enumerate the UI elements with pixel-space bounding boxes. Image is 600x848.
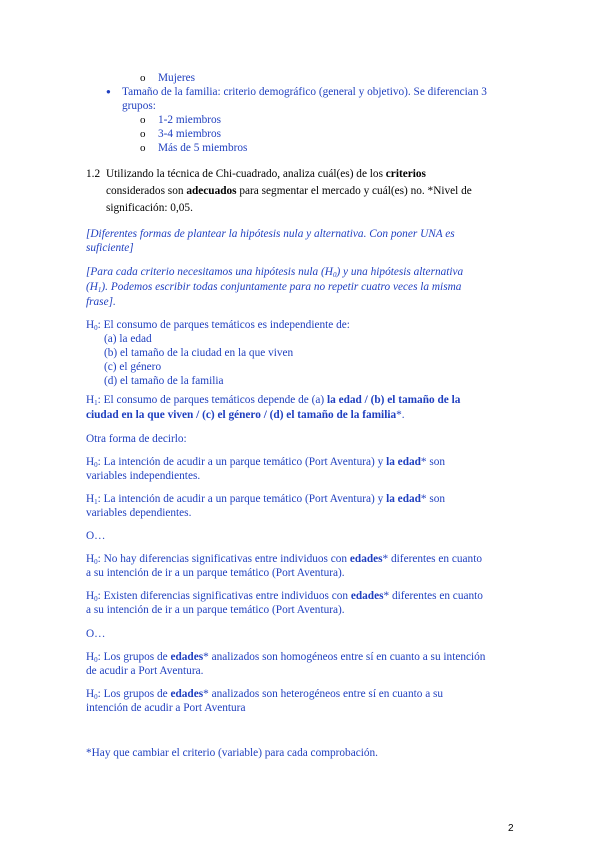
h1-line1: $H_1$: El consumo de parques temáticos depende de (a) la edad / (b) el tamaño de la — [86, 394, 461, 407]
h0-item-b: (b) el tamaño de la ciudad en la que viven — [104, 347, 294, 359]
footnote: *Hay que cambiar el criterio (variable) para cada comprobación. — [86, 747, 378, 759]
sub-item-3: Más de 5 miembros — [158, 142, 248, 154]
pair2-h0-line2: a su intención de ir a un parque temático (Port Aventura). — [86, 567, 345, 579]
note2-line3: frase]. — [86, 296, 116, 308]
sub-bullet-marker: o — [140, 114, 146, 126]
question-line2: considerados son adecuados para segmentar el mercado y cuál(es) no. *Nivel de — [106, 185, 472, 197]
o-separator-2: O… — [86, 628, 106, 640]
pair3-h1-line2: intención de acudir a Port Aventura — [86, 702, 246, 714]
h0-item-c: (c) el género — [104, 361, 162, 373]
pair2-h0-line1: $H_0$: No hay diferencias significativas entre individuos con edades* diferentes en cuanto — [86, 553, 482, 566]
o-separator-1: O… — [86, 530, 106, 542]
h0-heading: $H_0$: El consumo de parques temáticos es independiente de: — [86, 319, 350, 332]
pair3-h0-line2: de acudir a Port Aventura. — [86, 665, 204, 677]
question-line1: Utilizando la técnica de Chi-cuadrado, analiza cuál(es) de los criterios — [106, 168, 426, 180]
h0-item-a: (a) la edad — [104, 333, 152, 345]
pair1-h1-line2: variables dependientes. — [86, 507, 192, 519]
pair2-h1-line2: a su intención de ir a un parque temático (Port Aventura). — [86, 604, 345, 616]
bullet-marker: ● — [106, 87, 111, 96]
list-item-familia-line1: Tamaño de la familia: criterio demográfico (general y objetivo). Se diferencian 3 — [122, 86, 487, 98]
sub-bullet-marker: o — [140, 142, 146, 154]
sub-item-2: 3-4 miembros — [158, 128, 222, 140]
pair1-h1-line1: $H_1$: La intención de acudir a un parque temático (Port Aventura) y la edad* son — [86, 493, 446, 506]
pair1-h0-line2: variables independientes. — [86, 470, 201, 482]
note2-line1: [Para cada criterio necesitamos una hipótesis nula $(H_0)$ y una hipótesis alternativa — [86, 266, 464, 279]
sub-bullet-marker: o — [140, 128, 146, 140]
otra-forma-label: Otra forma de decirlo: — [86, 433, 187, 445]
pair3-h0-line1: $H_0$: Los grupos de edades* analizados son homogéneos entre sí en cuanto a su intención — [86, 651, 486, 664]
list-item-familia-line2: grupos: — [122, 100, 156, 112]
h1-line2: ciudad en la que viven / (c) el género / (d) el tamaño de la familia*. — [86, 409, 405, 421]
pair3-h1-line1: $H_0$: Los grupos de edades* analizados son heterogéneos entre sí en cuanto a su — [86, 688, 444, 701]
question-number: 1.2 — [86, 168, 101, 180]
page-number: 2 — [508, 823, 514, 834]
sub-bullet-marker: o — [140, 72, 146, 84]
pair1-h0-line1: $H_0$: La intención de acudir a un parque temático (Port Aventura) y la edad* son — [86, 456, 446, 469]
h0-item-d: (d) el tamaño de la familia — [104, 375, 224, 387]
sub-item-1: 1-2 miembros — [158, 114, 222, 126]
note1-line1: [Diferentes formas de plantear la hipótesis nula y alternativa. Con poner UNA es — [86, 228, 455, 240]
pair2-h1-line1: $H_0$: Existen diferencias significativas entre individuos con edades* diferentes en cuanto — [86, 590, 483, 603]
note2-line2: $(H_1)$. Podemos escribir todas conjuntamente para no repetir cuatro veces la misma — [86, 281, 462, 294]
question-line3: significación: 0,05. — [106, 202, 193, 214]
list-item-mujeres: Mujeres — [158, 72, 196, 84]
note1-line2: suficiente] — [86, 242, 134, 254]
